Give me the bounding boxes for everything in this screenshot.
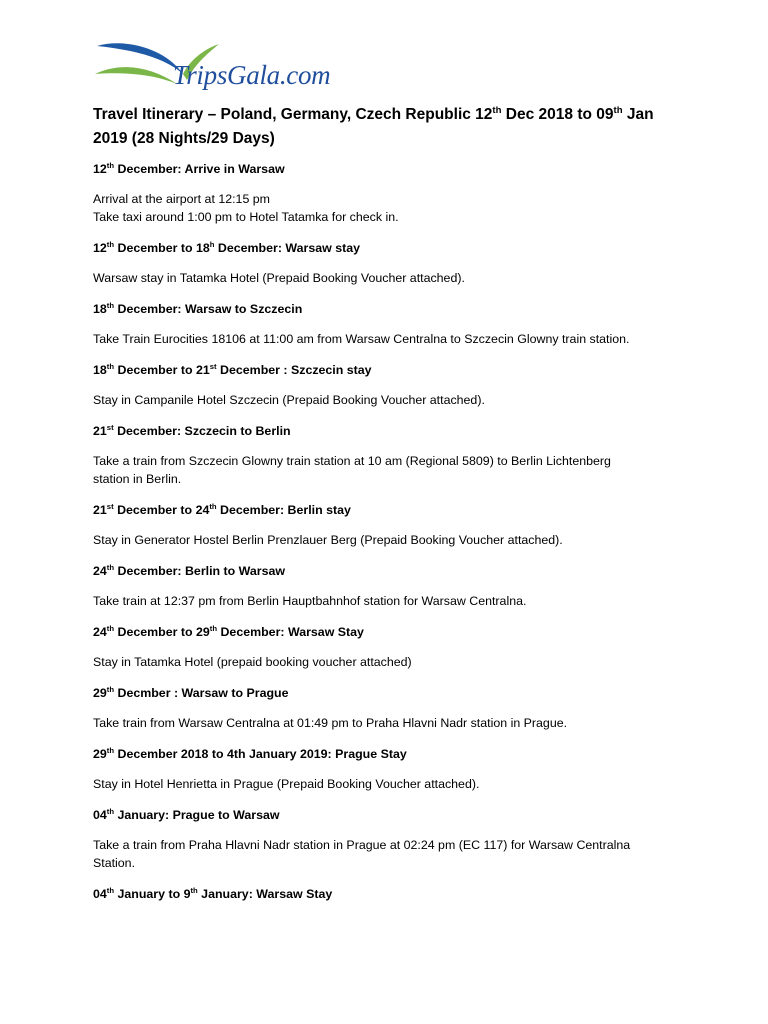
title-mid: Dec 2018 to 09 <box>501 106 614 123</box>
heading-text: 04 <box>93 887 107 901</box>
heading-text: January to 9 <box>114 887 191 901</box>
heading-superscript: st <box>209 362 217 372</box>
heading-text: 18 <box>93 302 107 316</box>
heading-text: December to 18 <box>114 241 210 255</box>
heading-superscript: th <box>106 563 115 573</box>
section-detail-line: Stay in Generator Hostel Berlin Prenzlauer Berg (Prepaid Booking Voucher attached). <box>93 533 563 547</box>
heading-text: December: Szczecin to Berlin <box>113 424 291 438</box>
section-detail-line: station in Berlin. <box>93 472 182 486</box>
heading-superscript: h <box>209 240 215 250</box>
title-suffix: Jan 2019 (28 Nights/29 Days) <box>93 106 654 147</box>
heading-superscript: th <box>106 301 115 311</box>
section-detail-line: Take taxi around 1:00 pm to Hotel Tatamka for check in. <box>93 210 399 224</box>
section-detail-line: Take Train Eurocities 18106 at 11:00 am from Warsaw Centralna to Szczecin Glowny train station. <box>93 332 630 346</box>
heading-text: December: Berlin to Warsaw <box>114 564 286 578</box>
section-heading <box>93 362 683 378</box>
section-heading <box>93 624 683 640</box>
section-heading <box>93 423 683 439</box>
section-detail-line: Stay in Hotel Henrietta in Prague (Prepaid Booking Voucher attached). <box>93 777 480 791</box>
heading-superscript: th <box>209 624 218 634</box>
heading-text: December 2018 to 4th January 2019: Prague Stay <box>114 747 407 761</box>
heading-superscript: th <box>106 362 115 372</box>
heading-superscript: th <box>106 886 115 896</box>
heading-text: January: Prague to Warsaw <box>114 808 280 822</box>
heading-text: December to 21 <box>114 363 210 377</box>
heading-text: December: Warsaw to Szczecin <box>114 302 303 316</box>
heading-text: 21 <box>93 424 107 438</box>
section-heading <box>93 563 683 579</box>
title-prefix: Travel Itinerary – Poland, Germany, Czech Republic 12 <box>93 106 493 123</box>
section-detail-line: Take a train from Szczecin Glowny train station at 10 am (Regional 5809) to Berlin Lichtenberg <box>93 454 611 468</box>
section-detail-line: Arrival at the airport at 12:15 pm <box>93 192 270 206</box>
section-heading <box>93 746 683 762</box>
heading-superscript: th <box>209 502 217 512</box>
title-sup-1: th <box>492 104 502 116</box>
heading-superscript: th <box>106 685 115 695</box>
heading-superscript: th <box>190 886 198 896</box>
section-heading <box>93 807 683 823</box>
section-detail-line: Stay in Campanile Hotel Szczecin (Prepaid Booking Voucher attached). <box>93 393 485 407</box>
heading-text: 21 <box>93 503 107 517</box>
section-heading <box>93 886 683 902</box>
logo-wordmark: TripsGala.com <box>173 60 331 90</box>
heading-text: December: Arrive in Warsaw <box>114 162 285 176</box>
document-title <box>93 103 683 151</box>
heading-superscript: th <box>106 624 115 634</box>
heading-text: December to 24 <box>113 503 210 517</box>
section-detail-line: Take train from Warsaw Centralna at 01:49 pm to Praha Hlavni Nadr station in Prague. <box>93 716 568 730</box>
heading-text: January: Warsaw Stay <box>197 887 333 901</box>
heading-superscript: th <box>106 161 115 171</box>
heading-superscript: th <box>106 807 115 817</box>
section-heading <box>93 502 683 518</box>
heading-text: 29 <box>93 686 107 700</box>
section-detail-line: Stay in Tatamka Hotel (prepaid booking voucher attached) <box>93 655 412 669</box>
section-heading <box>93 301 683 317</box>
heading-text: December : Szczecin stay <box>216 363 372 377</box>
heading-text: 24 <box>93 625 107 639</box>
heading-superscript: st <box>106 502 114 512</box>
section-heading <box>93 161 683 177</box>
heading-text: Decmber : Warsaw to Prague <box>114 686 289 700</box>
heading-text: 12 <box>93 241 107 255</box>
heading-text: December to 29 <box>114 625 210 639</box>
heading-superscript: th <box>106 746 115 756</box>
heading-text: 04 <box>93 808 107 822</box>
section-heading <box>93 685 683 701</box>
section-heading <box>93 240 683 256</box>
heading-text: December: Warsaw Stay <box>217 625 364 639</box>
heading-text: 12 <box>93 162 107 176</box>
heading-text: December: Berlin stay <box>216 503 351 517</box>
heading-text: 29 <box>93 747 107 761</box>
section-detail-line: Take a train from Praha Hlavni Nadr station in Prague at 02:24 pm (EC 117) for Warsaw Centralna <box>93 838 631 852</box>
itinerary-content <box>93 103 683 902</box>
heading-text: 24 <box>93 564 107 578</box>
heading-text: December: Warsaw stay <box>214 241 361 255</box>
title-sup-2: th <box>613 104 623 116</box>
section-detail-line: Warsaw stay in Tatamka Hotel (Prepaid Booking Voucher attached). <box>93 271 465 285</box>
heading-text: 18 <box>93 363 107 377</box>
heading-superscript: st <box>106 423 114 433</box>
heading-superscript: th <box>106 240 115 250</box>
section-detail-line: Station. <box>93 856 136 870</box>
section-detail-line: Take train at 12:37 pm from Berlin Hauptbahnhof station for Warsaw Centralna. <box>93 594 527 608</box>
tripsgala-logo <box>95 40 365 102</box>
